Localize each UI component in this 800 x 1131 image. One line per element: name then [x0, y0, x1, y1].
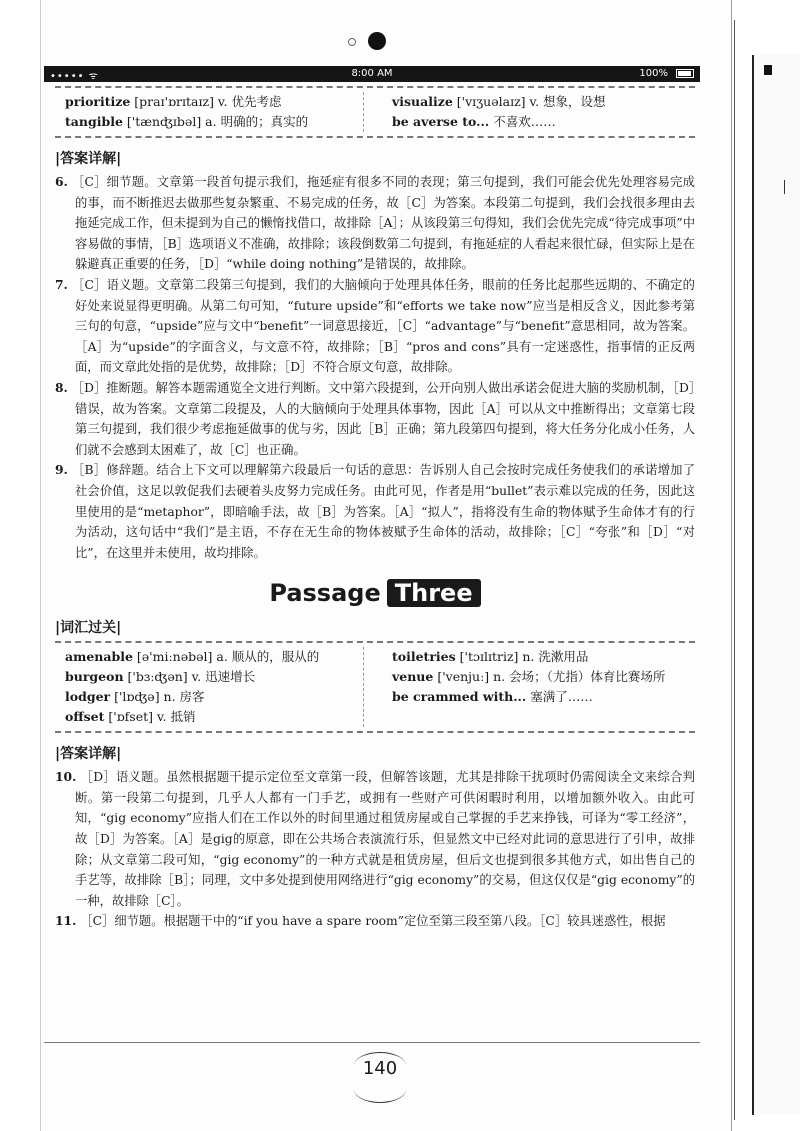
page-number-ornament — [354, 1076, 406, 1103]
page-number-text: 140 — [362, 1058, 398, 1079]
adjacent-page — [752, 55, 800, 1115]
vocab-entry — [65, 647, 363, 667]
vocab-entry — [392, 687, 674, 707]
vocab-definition: [ə'miːnəbəl] a. 顺从的，服从的 — [132, 649, 320, 665]
vocab-column-left — [65, 647, 364, 727]
status-bar — [44, 66, 700, 82]
vocab-definition: 塞满了…… — [526, 689, 593, 705]
answer-text: ［B］修辞题。结合上下文可以理解第六段最后一句话的意思：告诉别人自己会按时完成任务使我们的承诺增加了社会价值，这足以敦促我们去硬着头皮努力完成任务。由此可见，作者是用“bullet”表示难以完成的任务，因此这里使用的是“metaphor”，即暗喻手法，故［B］为答案。［A］“拟人”，指将没有生命的物体赋予生命体才有的行为活动，这句话中“我们”是主语，不存在无生命的物体被赋予生命体的活动，故排除；［C］“夸张”和［D］“对比”，在这里并未使用，故均排除。 — [72, 463, 695, 560]
answer-text: ［C］语义题。文章第二段第三句提到，我们的大脑倾向于处理具体任务，眼前的任务比起那些远期的、不确定的好处来说显得更明确。从第二句可知，“future upside”和“efforts we take now”应当是相反含义，因此参考第三句的句意，“upside”应与文中“benefit”一词意思接近，［C］“advantage”与“benefit”意思相同，故为答案。［A］为“upside”的字面含义，与文意不符，故排除；［B］“pros and cons”具有一定迷惑性，指事情的正反两面，而文章此处指的是优势，故排除；［D］不符合原文句意，故排除。 — [71, 277, 695, 375]
page-number — [350, 1058, 410, 1079]
answer-item — [55, 275, 695, 378]
page-edge-mark — [764, 65, 772, 75]
vocab-entry — [65, 687, 363, 707]
vocab-entry — [392, 92, 674, 112]
passage-number-badge: Three — [387, 579, 481, 607]
vocab-entry — [392, 112, 674, 132]
section-heading-answers: |答案详解| — [55, 746, 122, 763]
answer-text: ［D］推断题。解答本题需通览全文进行判断。文中第六段提到，公开向别人做出承诺会促进大脑的奖励机制，［D］错误，故为答案。文章第二段提及，人的大脑倾向于处理具体事物，因此［A］可以从文中推断得出；文章第七段第三句提到，我们很少考虑拖延做事的优与劣，因此［B］正确；第九段第四句提到，将大任务分化成小任务，人们就不会感到太困难了，故［C］也正确。 — [71, 380, 695, 457]
page-content — [55, 86, 695, 932]
passage-title — [55, 579, 695, 607]
vocab-column-right — [376, 647, 674, 707]
signal-icon: ••••• ᯤ — [50, 71, 99, 82]
vocab-word: prioritize — [65, 94, 131, 109]
vocab-column-right — [376, 92, 674, 132]
vocab-word: tangible — [65, 114, 123, 129]
vocab-word: amenable — [65, 649, 133, 665]
answer-item — [55, 460, 695, 563]
answer-number: 11. — [55, 913, 77, 929]
vocab-box-top — [55, 86, 695, 138]
answer-item — [55, 378, 695, 460]
vocab-word: visualize — [391, 94, 453, 109]
answer-text: ［C］细节题。根据题干中的“if you have a spare room”定位至第三段至第八段。［C］较具迷惑性，根据 — [80, 914, 666, 929]
vocab-definition: ['tɔɪlɪtriz] n. 洗漱用品 — [455, 649, 589, 665]
answer-item — [55, 172, 695, 275]
footer-rule — [44, 1042, 700, 1043]
section-heading-answers: |答案详解| — [55, 151, 122, 167]
page-number-ornament — [354, 1052, 406, 1079]
answer-item — [55, 911, 695, 932]
vocab-definition: 不喜欢…… — [489, 114, 556, 129]
vocab-entry — [65, 112, 363, 132]
vocab-entry — [65, 92, 363, 112]
vocab-entry — [65, 707, 363, 727]
vocab-word: venue — [391, 669, 434, 685]
vocab-word: be crammed with... — [391, 689, 527, 705]
vocab-box-bottom — [55, 641, 695, 733]
front-camera — [368, 32, 386, 50]
page-edge-tick — [784, 180, 785, 194]
vocab-definition: ['lɒʤə] n. 房客 — [110, 689, 205, 705]
vocab-word: toiletries — [391, 649, 456, 665]
vocab-word: burgeon — [65, 669, 124, 685]
battery-percent: 100% — [639, 68, 668, 79]
clock: 8:00 AM — [351, 68, 393, 79]
vocab-column-left — [65, 92, 364, 132]
vocab-entry — [392, 667, 674, 687]
vocab-entry — [392, 647, 674, 667]
vocab-definition: ['ɒfset] v. 抵销 — [104, 709, 196, 725]
vocab-entry — [65, 667, 363, 687]
answer-text: ［D］语义题。虽然根据题干提示定位至文章第一段，但解答该题，尤其是排除干扰项时仍需阅读全文来综合判断。第一段第二句提到，几乎人人都有一门手艺，或拥有一些财产可供闲暇时利用，以增加额外收入。由此可知，“gig economy”应指人们在工作以外的时间里通过租赁房屋或自己掌握的手艺来挣钱，可译为“零工经济”，故［D］为答案。［A］是gig的原意，即在公共场合表演流行乐，但显然文中已经对此词的意思进行了引申，故排除；从文章第二段可知，“gig economy”的一种方式就是租赁房屋，但后文也提到很多其他方式，如出售自己的手艺等，故排除［B］；同理，文中多处提到使用网络进行“gig economy”的交易，但这仅仅是“gig economy”的一种，故排除［C］。 — [75, 770, 695, 908]
vocab-definition: ['bɜːʤən] v. 迅速增长 — [123, 669, 256, 685]
answer-number: 6. — [55, 174, 68, 189]
vocab-word: offset — [65, 709, 105, 725]
battery-icon — [676, 69, 694, 78]
vocab-definition: ['vɪʒuəlaɪz] v. 想象，设想 — [452, 94, 606, 109]
section-heading-vocab: |词汇过关| — [55, 620, 122, 637]
answer-number: 10. — [55, 769, 77, 785]
passage-label: Passage — [269, 579, 381, 608]
vocab-definition: [praɪ'ɒrɪtaɪz] v. 优先考虑 — [130, 94, 282, 109]
answer-text: ［C］细节题。文章第一段首句提示我们，拖延症有很多不同的表现；第三句提到，我们可能会优先处理容易完成的事，而不断推迟去做那些复杂繁重、不易完成的任务，故［C］为答案。本段第二句提到，我们会找很多理由去拖延完成工作，但未提到为自己的懒惰找借口，故排除［A］；从该段第三句得知，我们会优先完成“待完成事项”中容易做的事情，［B］选项语义不准确，故排除；该段倒数第二句提到，有拖延症的人看起来很忙碌，但实际上是在躲避真正重要的任务，［D］“while doing nothing”是错误的，故排除。 — [71, 175, 695, 272]
vocab-word: lodger — [65, 689, 111, 705]
vocab-definition: ['venjuː] n. 会场；（尤指）体育比赛场所 — [433, 669, 666, 685]
vocab-word: be averse to... — [391, 114, 490, 129]
answer-number: 9. — [55, 462, 68, 478]
sensor-dot — [348, 38, 356, 46]
answer-number: 7. — [55, 276, 68, 292]
margin-line — [734, 20, 735, 1120]
vocab-definition: ['tænʤɪbəl] a. 明确的；真实的 — [122, 114, 309, 129]
answer-item — [55, 767, 695, 911]
answer-number: 8. — [55, 379, 68, 395]
